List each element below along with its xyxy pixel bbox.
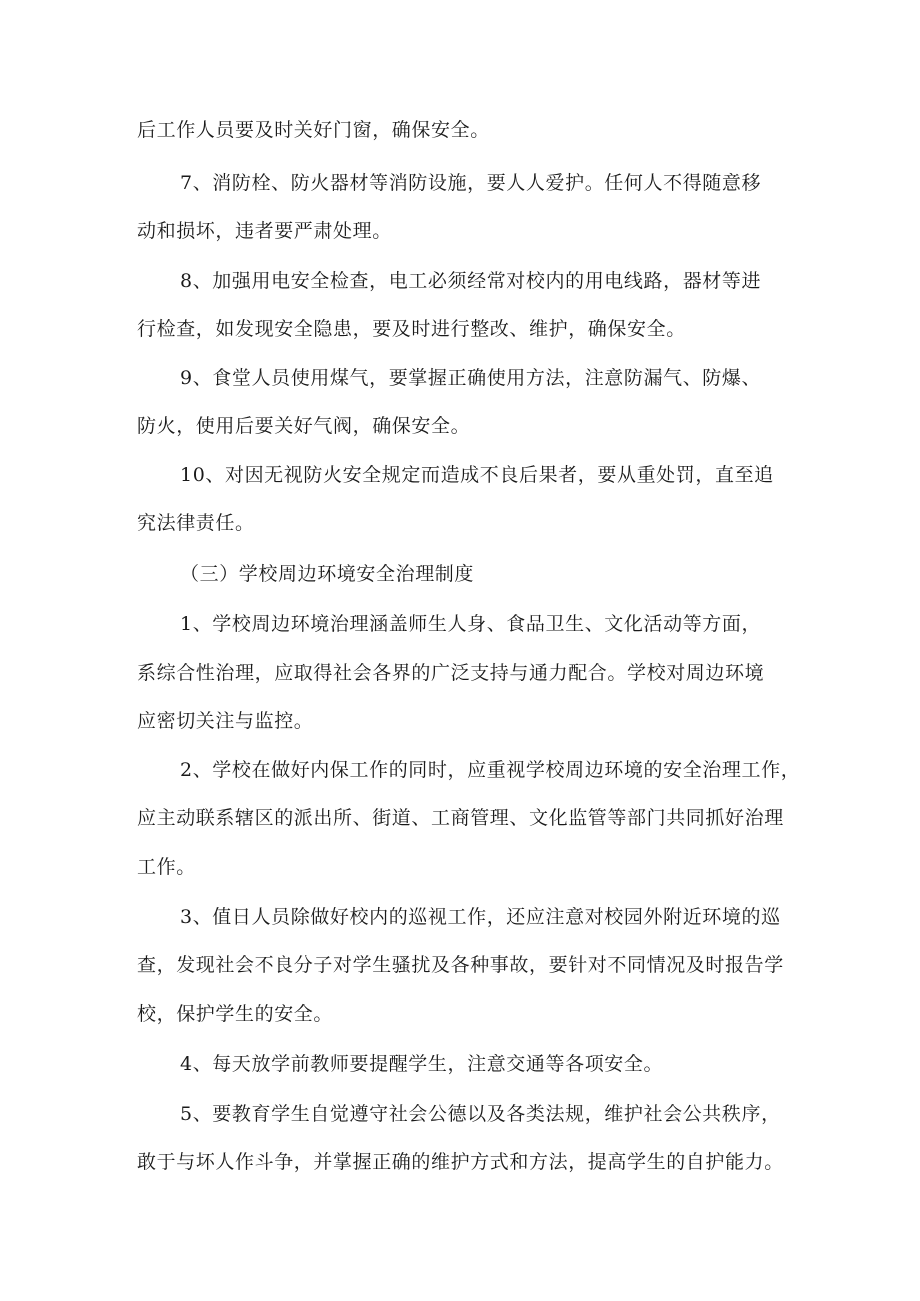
text-line: 行检查，如发现安全隐患，要及时进行整改、维护，确保安全。 (137, 318, 686, 340)
text-line: 敢于与坏人作斗争，并掌握正确的维护方式和方法，提高学生的自护能力。 (137, 1151, 784, 1173)
section-heading: （三）学校周边环境安全治理制度 (180, 563, 475, 585)
text-line: 7、消防栓、防火器材等消防设施，要人人爱护。任何人不得随意移 (180, 172, 762, 194)
text-line: 后工作人员要及时关好门窗，确保安全。 (137, 119, 490, 141)
text-line: 应密切关注与监控。 (137, 710, 314, 732)
text-line: 动和损坏，违者要严肃处理。 (137, 220, 392, 242)
text-line: 防火，使用后要关好气阀，确保安全。 (137, 415, 471, 437)
text-line: 查，发现社会不良分子对学生骚扰及各种事故，要针对不同情况及时报告学 (137, 954, 784, 976)
text-line: 4、每天放学前教师要提醒学生，注意交通等各项安全。 (180, 1053, 664, 1075)
text-line: 9、食堂人员使用煤气，要掌握正确使用方法，注意防漏气、防爆、 (180, 367, 762, 389)
text-line: 工作。 (137, 856, 196, 878)
text-line: 2、学校在做好内保工作的同时，应重视学校周边环境的安全治理工作， (180, 759, 801, 781)
text-line: 应主动联系辖区的派出所、街道、工商管理、文化监管等部门共同抓好治理 (137, 807, 784, 829)
text-line: 3、值日人员除做好校内的巡视工作，还应注意对校园外附近环境的巡 (180, 906, 781, 928)
text-line: 1、学校周边环境治理涵盖师生人身、食品卫生、文化活动等方面， (180, 613, 762, 635)
text-line: 系综合性治理，应取得社会各界的广泛支持与通力配合。学校对周边环境 (137, 662, 765, 684)
text-line: 5、要教育学生自觉遵守社会公德以及各类法规，维护社会公共秩序， (180, 1103, 781, 1125)
text-line: 10、对因无视防火安全规定而造成不良后果者，要从重处罚，直至追 (180, 464, 774, 486)
text-line: 8、加强用电安全检查，电工必须经常对校内的用电线路，器材等进 (180, 270, 762, 292)
text-line: 究法律责任。 (137, 512, 255, 534)
text-line: 校，保护学生的安全。 (137, 1003, 334, 1025)
